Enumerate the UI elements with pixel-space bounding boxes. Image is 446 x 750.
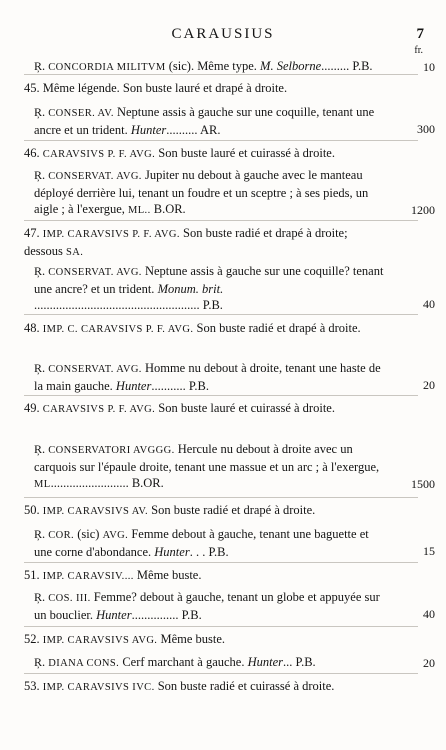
metal-size: ... P.B. [283,655,316,669]
entry-text: Son buste radié et cuirassé à droite. [154,679,335,693]
reverse-description: Ŗ. CONSERVAT. AVG. Neptune assis à gauche sur une coquille? tenant une ancre? et un trident. Monum. brit. ..................................................... P.B. [34,264,384,312]
reverse-symbol: Ŗ [34,527,43,541]
coin-legend: CONSERVAT. AVG. [48,364,142,375]
price: 40 [423,607,435,621]
price: 20 [423,378,435,392]
entry-text: Femme? debout à gauche, tenant un globe et appuyée sur un bouclier. [34,590,380,622]
price: 20 [423,656,435,670]
entry-text: Même buste. [133,568,202,582]
entry-text: Même légende. Son buste lauré et drapé à droite. [42,81,288,95]
coin-legend: COR. [48,530,75,541]
price: 300 [417,122,435,136]
coin-legend: IMP. C. CARAVSIVS P. F. AVG. [42,324,194,335]
catalog-entry [24,80,384,96]
coin-legend: IMP. CARAVSIVS P. F. AVG. [42,229,180,240]
entry-number: 50. [24,503,40,517]
price: 1200 [411,203,435,217]
entry-number: 45. [24,81,40,95]
catalog-entry [24,320,384,338]
reverse-description: Ŗ. COS. III. Femme? debout à gauche, tenant un globe et appuyée sur un bouclier. Hunter............... P.B. [34,590,380,622]
metal-size: B.OR. [150,202,186,216]
reverse-symbol: Ŗ [34,59,43,73]
entry-number: 51. [24,568,40,582]
currency-label: fr. [414,45,423,56]
metal-size: ............... P.B. [131,608,202,622]
entry-number: 46. [24,146,40,160]
coin-legend: IMP. CARAVSIVS IVC. [42,682,155,693]
reverse-description: Ŗ. CONSER. AV. Neptune assis à gauche sur une coquille, tenant une ancre et un trident. Hunter.......... AR. [34,105,375,137]
metal-size: ..................................................... P.B. [34,298,223,312]
entry-text: Son buste radié et drapé à droite. [193,321,361,335]
metal-size: ........... P.B. [151,379,209,393]
reference-source: M. Selborne [260,59,322,73]
coin-legend: COS. III. [48,593,91,604]
coin-legend: CONSER. AV. [48,108,114,119]
entry-text: Jupiter nu debout à gauche avec le manteau déployé derrière lui, tenant un foudre et un sceptre ; à ses pieds, un aigle ; à l'exergue, [34,168,369,216]
entry-text: Homme nu debout à droite, tenant une haste de la main gauche. [34,361,381,393]
running-header-title: CARAUSIUS [171,26,275,42]
coin-legend: CONSERVAT. AVG. [48,171,142,182]
coin-legend: CONSERVATORI AVGGG. [48,445,175,456]
coin-legend: CARAVSIVS P. F. AVG. [42,149,156,160]
entry-number: 53. [24,679,40,693]
entry-text: Femme debout à gauche, tenant une baguette et une corne d'abondance. [34,527,369,559]
entry-rule [24,497,418,498]
entry-rule [24,74,418,75]
reference-source: Hunter [154,545,190,559]
reverse-symbol: Ŗ [34,264,43,278]
reference-source: Hunter [96,608,132,622]
catalog-entry [24,502,384,520]
entry-text: Même buste. [157,632,226,646]
metal-size: ......... P.B. [321,59,373,73]
reverse-description: Ŗ. DIANA CONS. Cerf marchant à gauche. Hunter... P.B. [34,655,316,669]
reference-source: Hunter [247,655,284,669]
entry-text: Cerf marchant à gauche. [119,655,248,669]
reverse-symbol: Ŗ [34,442,43,456]
metal-size: ......................... B.OR. [50,476,164,490]
reverse-description: Ŗ. CONSERVATORI AVGGG. Hercule nu debout à droite avec un carquois sur l'épaule droite, tenant une massue et un arc ; à l'exergue, ML......................... B.OR. [34,442,380,490]
metal-size: . . . P.B. [189,545,229,559]
coin-legend: CONSERVAT. AVG. [48,267,142,278]
reference-source: Hunter [130,123,167,137]
reverse-symbol: Ŗ [34,655,43,669]
reference-source: Monum. brit. [157,282,224,296]
reverse-symbol: Ŗ [34,590,43,604]
entry-rule [24,562,418,563]
reverse-description: Ŗ. COR. (sic) AVG. Femme debout à gauche, tenant une baguette et une corne d'abondance. Hunter. . . P.B. [34,527,369,559]
entry-number: 47. [24,226,40,240]
reverse-description: Ŗ. CONSERVAT. AVG. Jupiter nu debout à gauche avec le manteau déployé derrière lui, tenant un foudre et un sceptre ; à ses pieds, un aigle ; à l'exergue, ML.. B.OR. [34,168,369,216]
entry-text: Hercule nu debout à droite avec un carquois sur l'épaule droite, tenant une massue et un arc ; à l'exergue, [34,442,380,474]
catalog-entry [24,631,384,649]
price: 40 [423,297,435,311]
price: 1500 [411,477,435,491]
entry-text: Neptune assis à gauche sur une coquille? tenant une ancre? et un trident. [34,264,384,296]
reference-source: Hunter [115,379,152,393]
metal-size: .......... AR. [166,123,221,137]
coin-legend: CARAVSIVS P. F. AVG. [42,404,156,415]
entry-number: 52. [24,632,40,646]
reverse-symbol: Ŗ [34,361,43,375]
coin-legend: CONCORDIA MILITVM [48,62,166,73]
catalog-entry [24,145,384,163]
coin-legend: IMP. CARAVSIVS AVG. [42,635,158,646]
entry-rule [24,220,418,221]
coin-legend: IMP. CARAVSIVS AV. [42,506,148,517]
entry-text: Son buste lauré et cuirassé à droite. [155,146,335,160]
reverse-symbol: Ŗ [34,105,43,119]
entry-rule [24,395,418,396]
entry-rule [24,140,418,141]
exergue-legend: ML.. [128,205,151,216]
entry-text: Son buste radié et drapé à droite; dessous [24,226,348,258]
price: 15 [423,544,435,558]
catalog-entry [24,567,384,585]
exergue-legend: ML [34,479,51,490]
price: 10 [423,60,435,74]
entry-rule [24,314,418,315]
entry-rule [24,626,418,627]
reverse-symbol: Ŗ [34,168,43,182]
catalog-entry [24,400,384,418]
entry-rule [24,673,418,674]
catalog-entry [24,225,384,261]
entry-number: 49. [24,401,40,415]
entry-text: Son buste lauré et cuirassé à droite. [155,401,335,415]
catalog-entry [24,678,384,696]
reverse-description: Ŗ. CONCORDIA MILITVM (sic). Même type. M. Selborne......... P.B. [34,59,373,73]
entry-text: Son buste radié et drapé à droite. [148,503,316,517]
reverse-description: Ŗ. CONSERVAT. AVG. Homme nu debout à droite, tenant une haste de la main gauche. Hunter........... P.B. [34,361,381,393]
entry-text: Neptune assis à gauche sur une coquille, tenant une ancre et un trident. [34,105,375,137]
exergue-legend: SA. [66,247,84,258]
entry-number: 48. [24,321,40,335]
coin-legend: DIANA CONS. [48,658,120,669]
coin-legend: IMP. CARAVSIV.... [42,571,134,582]
entry-text: (sic). Même type. [165,59,261,73]
page-number: 7 [416,26,424,42]
entry-text: (sic) [74,527,103,541]
coin-legend: AVG. [102,530,129,541]
